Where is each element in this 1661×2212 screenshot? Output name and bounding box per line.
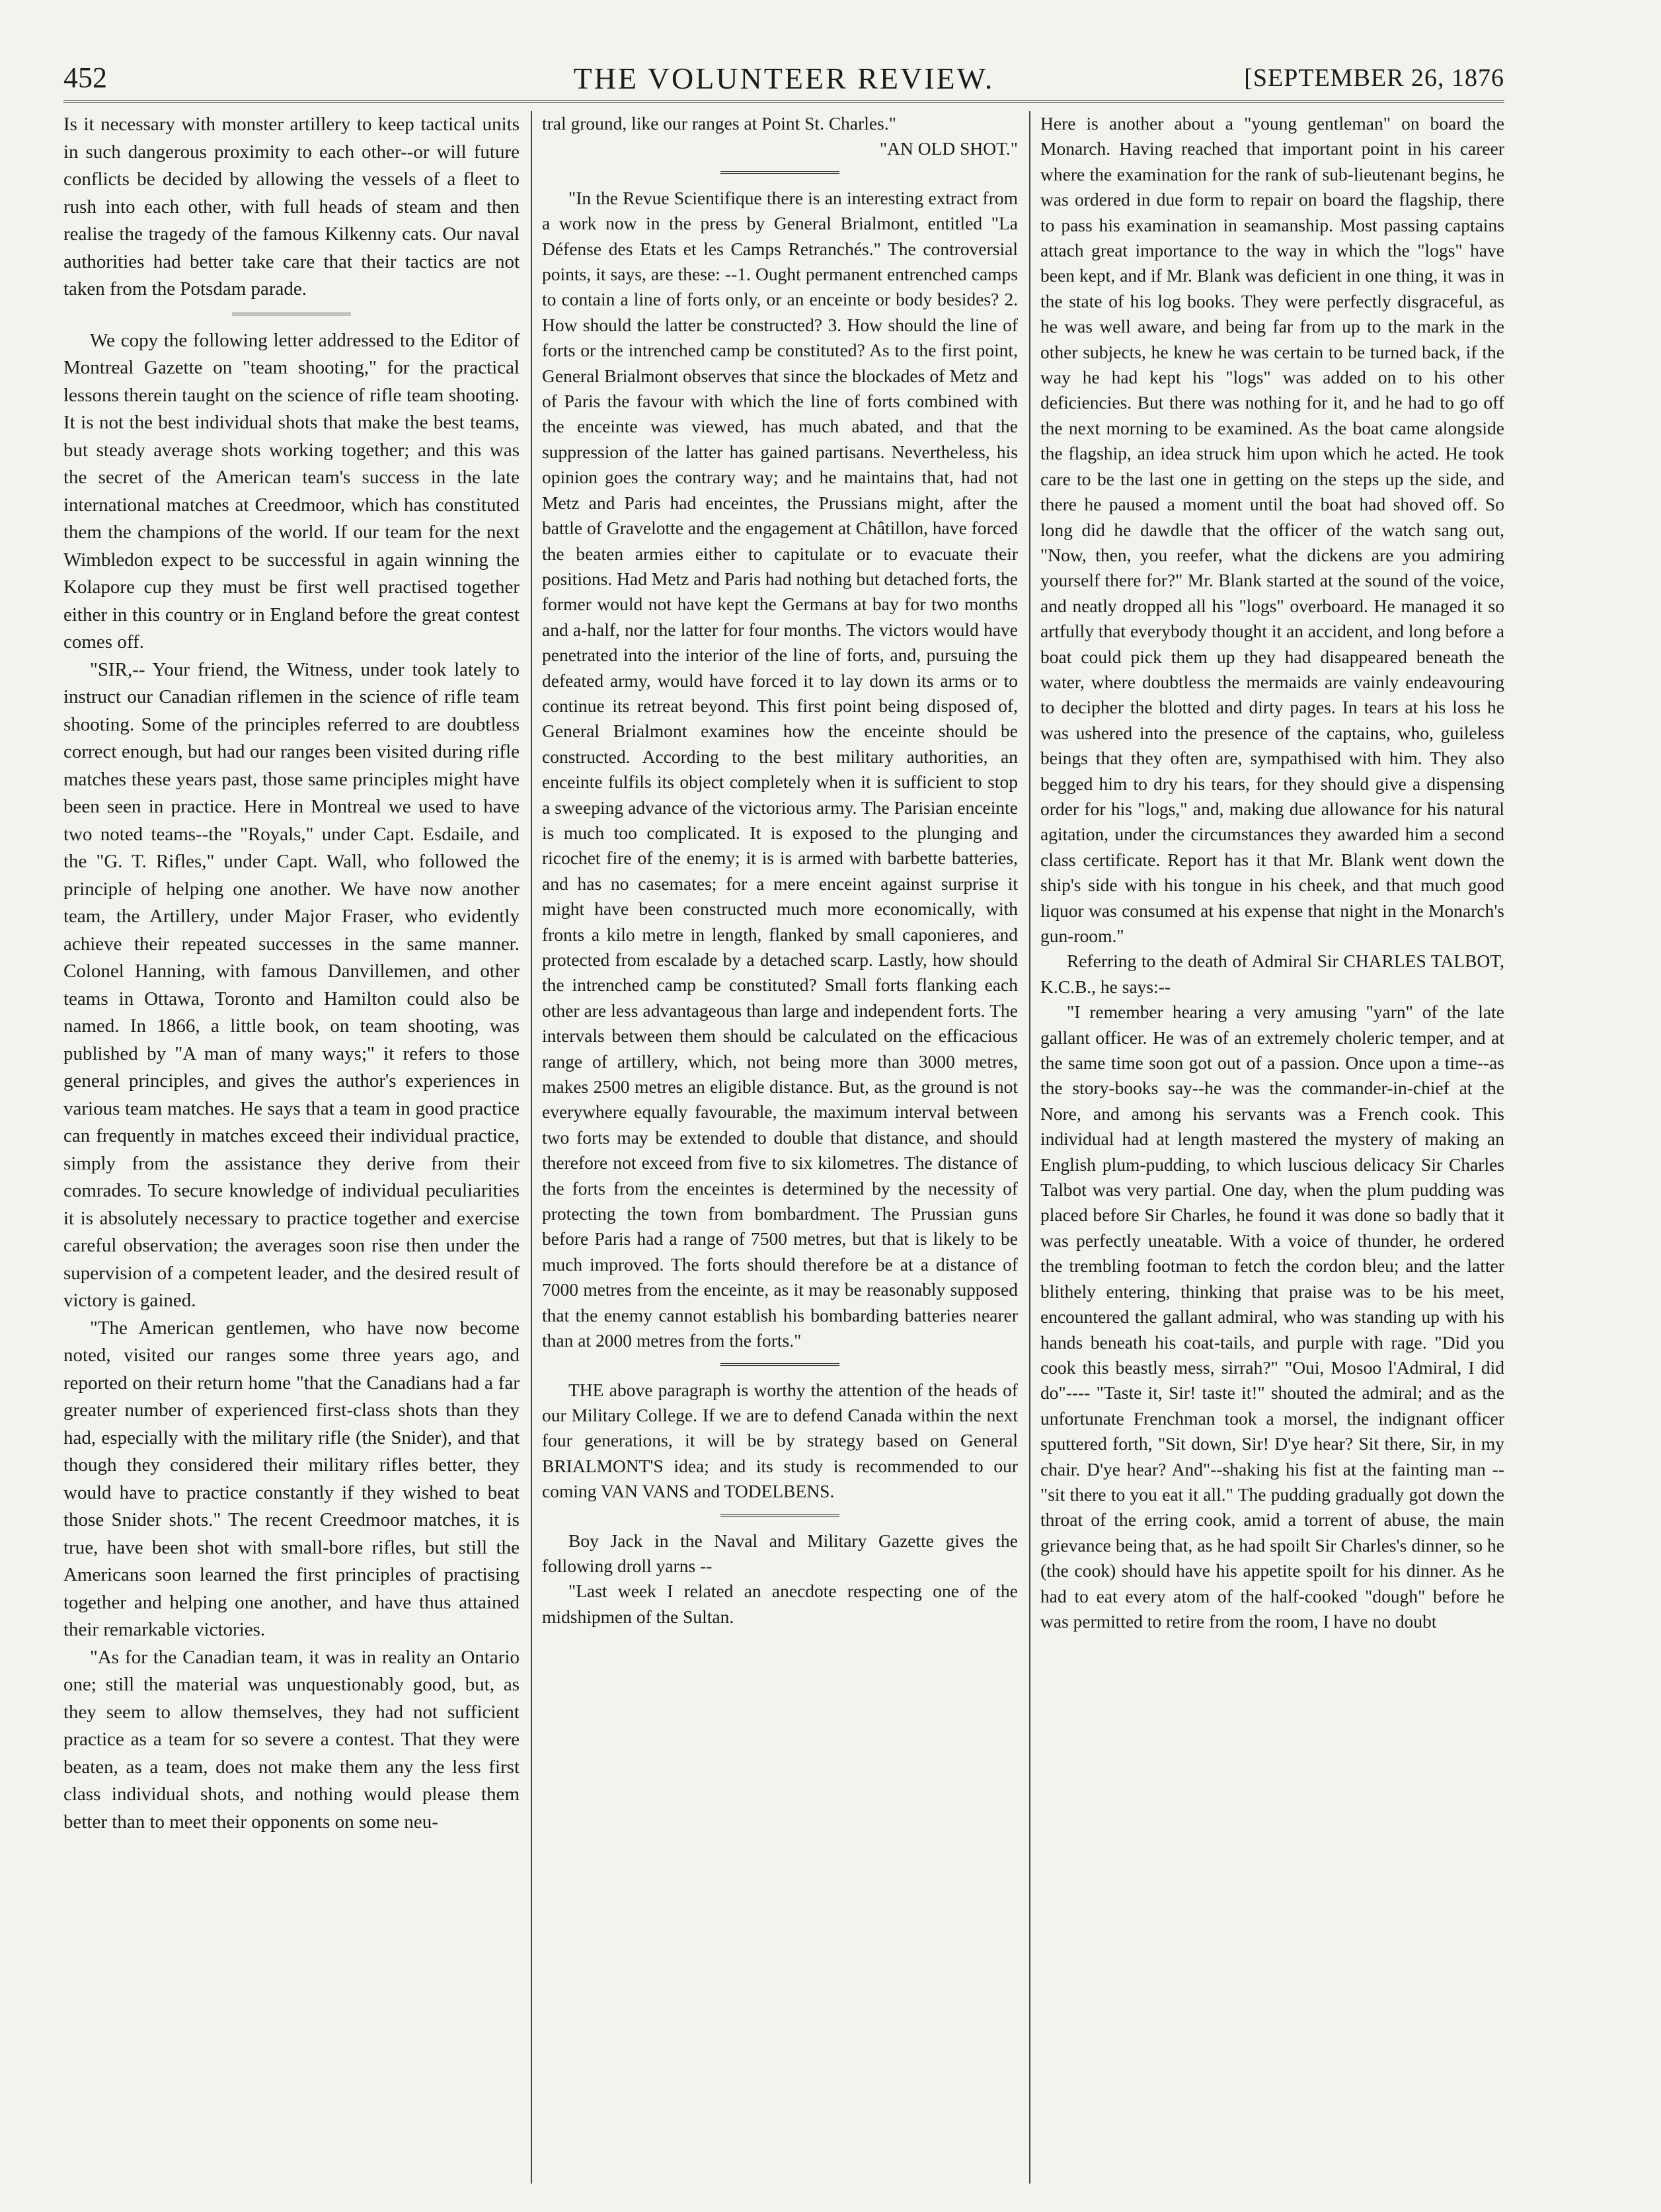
paragraph: Here is another about a "young gentleman" on board the Monarch. Having reached that important point in his career where the examination for the rank of sub-lieutenant begins, he was ordered in due form to repair on board the flagship, there to pass his examination in seamanship. Most passing captains attach great importance to the way in which the "logs" have been kept, and if Mr. Blank was deficient in one thing, it was in the state of his log books. They were perfectly disgraceful, as he was well aware, and being far from up to the mark in the other subjects, he knew he was certain to be turned back, if the way he had kept his "logs" was added on to his other deficiencies. But there was nothing for it, and he had to go off the next morning to be examined. As the boat came alongside the flagship, an idea struck him upon which he acted. He took care to be the last one in getting on the steps up the side, and there he paused a moment until the boat had shoved off. So long did he dawdle that the officer of the watch sang out, "Now, then, you reefer, what the dickens are you admiring yourself there for?" Mr. Blank started at the sound of the voice, and neatly dropped all his "logs" overboard. He managed it so artfully that everybody thought it an accident, and long before a boat could pick them up they had disappeared beneath the water, where doubtless the mermaids are vainly endeavouring to decipher the blotted and dirty pages. In tears at his loss he was ushered into the presence of the captains, who, guileless beings that they often are, sympathised with him. They also begged him to dry his tears, for they should give a dispensing order for his "logs," and, making due allowance for his natural agitation, under the circumstances they awarded him a second class certificate. Report has it that Mr. Blank went down the ship's side with his tongue in his cheek, and that much good liquor was consumed at his expense that night in the Monarch's gun-room." [1040,113,1504,946]
paragraph: Referring to the death of Admiral Sir CHARLES TALBOT, K.C.B., he says:-- [1040,951,1504,997]
paragraph: tral ground, like our ranges at Point St. Charles." [542,113,896,134]
column-rule [531,111,532,2184]
column-2 [542,111,1018,2184]
letter-signature: "AN OLD SHOT." [879,138,1018,159]
issue-date: [SEPTEMBER 26, 1876 [1244,64,1504,92]
paragraph: "The American gentlemen, who have now become noted, visited our ranges some three years ago, and reported on their return home "that the Canadians had a far greater number of experienced first-class shots than they had, especially with the military rifle (the Snider), and that though they considered their military rifles better, they would have to practice constantly if they wished to beat those Snider shots." The recent Creedmoor matches, it is true, have been shot with small-bore rifles, but still the Americans soon learned the first principles of practising together and helping one another, and have thus attained their remarkable victories. [63,1317,520,1640]
column-3 [1040,111,1504,2184]
page-header [63,61,1504,100]
section-divider [720,171,839,174]
column-rule [1029,111,1030,2184]
paragraph: "Last week I related an anecdote respecting one of the midshipmen of the Sultan. [542,1581,1018,1627]
paragraph: Is it necessary with monster artillery to keep tactical units in such dangerous proximity to each other--or will future conflicts be decided by allowing the vessels of a fleet to rush into each other, with full heads of steam and then realise the tragedy of the famous Kilkenny cats. Our naval authorities had better take care that their tactics are not taken from the Potsdam parade. [63,114,520,299]
section-divider [232,313,351,315]
section-divider [720,1363,839,1366]
paragraph: "As for the Canadian team, it was in reality an Ontario one; still the material was unquestionably good, but, as they seem to allow themselves, they had not sufficient practice as a team for so severe a contest. That they were beaten, as a team, does not make them any the less first class individual shots, and nothing would please them better than to meet their opponents on some neu- [63,1646,520,1833]
column-1 [63,111,520,2184]
paragraph: Boy Jack in the Naval and Military Gazette gives the following droll yarns -- [542,1530,1018,1576]
paragraph: "I remember hearing a very amusing "yarn" of the late gallant officer. He was of an extremely choleric temper, and at the same time soon got out of a passion. Once upon a time--as the story-books say--he was the commander-in-chief at the Nore, and among his servants was a French cook. This individual had at length mastered the mystery of making an English plum-pudding, to which luscious delicacy Sir Charles Talbot was very partial. One day, when the plum pudding was placed before Sir Charles, he found it was done so badly that it was perfectly uneatable. With a voice of thunder, he ordered the trembling footman to fetch the cordon bleu; and the latter blithely entering, thinking that praise was to be his meet, encountered the gallant admiral, who was standing up with his hands beneath his coat-tails, and purple with rage. "Did you cook this beastly mess, sirrah?" "Oui, Mosoo l'Admiral, I did do"---- "Taste it, Sir! taste it!" shouted the admiral; and as the unfortunate Frenchman took a morsel, the indignant officer sputtered forth, "Sit down, Sir! D'ye hear? Sit there, Sir, in my chair. D'ye hear? And"--shaking his fist at the fainting man --"sit there to you eat it all." The pudding gradually got down the throat of the erring cook, amid a torrent of abuse, the main grievance being that, as he had spoilt Sir Charles's dinner, so he (the cook) should have his appetite spoilt for his dinner. As he had to eat every atom of the half-cooked "dough" before he was permitted to retire from the room, I have no doubt [1040,1002,1504,1632]
section-divider [720,1514,839,1517]
header-rule [63,100,1504,103]
paragraph: "SIR,-- Your friend, the Witness, under took lately to instruct our Canadian riflemen in the science of rifle team shooting. Some of the principles referred to are doubtless correct enough, but had our ranges been visited during rifle matches these years past, those same principles might have been seen in practice. Here in Montreal we used to have two noted teams--the "Royals," under Capt. Esdaile, and the "G. T. Rifles," under Capt. Wall, who followed the principle of helping one another. We have now another team, the Artillery, under Major Fraser, who evidently achieve their repeated successes in the same manner. Colonel Hanning, with famous Danvillemen, and other teams in Ottawa, Toronto and Hamilton could also be named. In 1866, a little book, on team shooting, was published by "A man of many ways;" it refers to those general principles, and gives the author's experiences in various team matches. He says that a team in good practice can frequently in matches exceed their individual practice, simply from the assistance they derive from their comrades. To secure knowledge of individual peculiarities it is absolutely necessary to practice together and exercise careful observation; the averages soon rise then under the supervision of a competent leader, and the desired result of victory is gained. [63,658,520,1311]
paragraph: THE above paragraph is worthy the attention of the heads of our Military College. If we are to defend Canada within the next four generations, it will be by strategy based on General BRIALMONT'S idea; and its study is recommended to our coming VAN VANS and TODELBENS. [542,1379,1018,1502]
paragraph: We copy the following letter addressed to the Editor of Montreal Gazette on "team shooting," for the practical lessons therein taught on the science of rifle team shooting. It is not the best individual shots that make the best teams, but steady average shots working together; and this was the secret of the American team's success in the late international matches at Creedmoor, which has constituted them the champions of the world. If our team for the next Wimbledon expect to be successful in again winning the Kolapore cup they must be first well practised together either in this country or in England before the great contest comes off. [63,329,520,652]
page-number: 452 [63,61,107,94]
paragraph: "In the Revue Scientifique there is an interesting extract from a work now in the press by General Brialmont, entitled "La Défense des Etats et les Camps Retranchés." The controversial points, it says, are these: --1. Ought permanent entrenched camps to contain a line of forts only, or an enceinte or body besides? 2. How should the latter be constructed? 3. How should the line of forts or the intrenched camp be constituted? As to the first point, General Brialmont observes that since the blockades of Metz and of Paris the favour with which the line of forts combined with the enceinte was viewed, has much abated, and that the suppression of the latter has gained partisans. Nevertheless, his opinion goes the contrary way; and he maintains that, had not Metz and Paris had enceintes, the Prussians might, after the battle of Gravelotte and the engagement at Châtillon, have forced the beaten armies either to capitulate or to evacuate their positions. Had Metz and Paris had nothing but detached forts, the former would not have kept the Germans at bay for two months and a-half, nor the latter for four months. The victors would have penetrated into the interior of the line of forts, and, pursuing the defeated army, would have forced it to lay down its arms or to continue its retreat beyond. This first point being disposed of, General Brialmont examines how the enceinte should be constructed. According to the best military authorities, an enceinte fulfils its object completely when it is sufficient to stop a sweeping advance of the victorious army. The Parisian enceinte is much too complicated. It is exposed to the plunging and ricochet fire of the enemy; it is is armed with barbette batteries, and has no casemates; for a mere enceint against surprise it might have been constructed much more economically, with fronts a kilo metre in length, flanked by small caponieres, and protected from escalade by a detached scarp. Lastly, how should the intrenched camp be constituted? Small forts flanking each other are less advantageous than large and independent forts. The intervals between them should be calculated on the efficacious range of artillery, which, not being more than 3000 metres, makes 2500 metres an eligible distance. But, as the ground is not everywhere equally favourable, the maximum interval between two forts may be extended to double that distance, and should therefore not exceed from five to six kilometres. The distance of the forts from the enceintes is determined by the necessity of protecting the town from bombardment. The Prussian guns before Paris had a range of 7500 metres, but that is likely to be much improved. The forts should therefore be at a distance of 7000 metres from the enceinte, as it may be reasonably supposed that the enemy cannot establish his bombarding batteries nearer than at 2000 metres from the forts." [542,187,1018,1351]
masthead-title: THE VOLUNTEER REVIEW. [573,61,995,95]
